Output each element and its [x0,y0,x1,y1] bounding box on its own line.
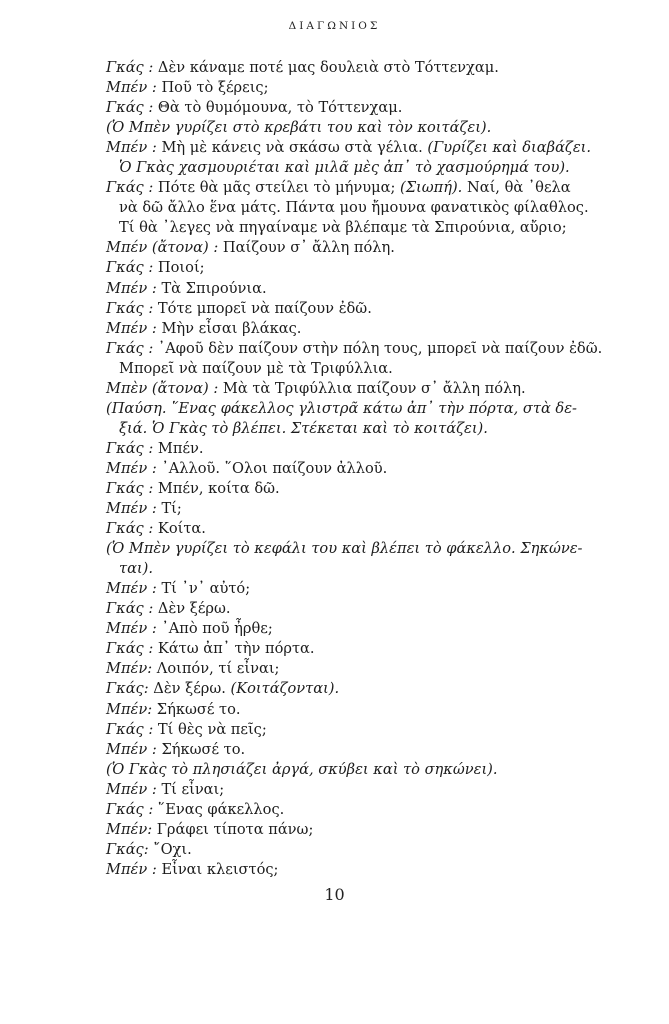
spoken-text: Ποῦ τὸ ξέρεις; [161,79,269,97]
spoken-text: Μπορεῖ νὰ παίζουν μὲ τὰ Τριφύλλια. [119,359,393,377]
text-line [106,559,626,579]
italic-text: Γκάς : [106,600,158,618]
italic-text: Γκάς : [106,640,158,658]
italic-text: Μπέν: [106,820,157,838]
running-head: ΔΙΑΓΩΝΙΟΣ [288,20,381,32]
text-line [106,218,626,238]
text-line [106,258,626,278]
spoken-text: Τότε μπορεῖ νὰ παίζουν ἐδῶ. [157,299,372,317]
italic-text: Γκάς : [106,800,158,818]
spoken-text: Μὴν εἶσαι βλάκας. [161,319,302,337]
text-line [106,198,626,218]
italic-text: Γκάς : [106,339,158,357]
spoken-text: Θὰ τὸ θυμόμουνα, τὸ Τόττενχαμ. [157,99,403,117]
italic-text: Μπέν : [106,319,162,337]
text-line [106,840,626,860]
italic-text: (Γυρίζει καὶ διαβάζει. [427,139,592,157]
text-line [106,519,626,539]
text-line [106,499,626,519]
spoken-text: Ποιοί; [157,259,205,277]
text-line [106,459,626,479]
text-line [106,800,626,820]
text-line [106,178,626,198]
spoken-text: Δὲν ξέρω. [153,680,231,698]
spoken-text: Δὲν κάναμε ποτέ μας δουλειὰ στὸ Τόττενχαμ. [157,59,499,76]
text-line [106,479,626,499]
text-line [106,98,626,118]
italic-text: Μπέν : [106,500,162,518]
text-line [106,158,626,178]
spoken-text: Σήκωσέ το. [161,740,246,758]
spoken-text: Γράφει τίποτα πάνω; [156,820,314,838]
text-line [106,579,626,599]
text-line [106,58,626,78]
spoken-text: Τί; [161,500,182,518]
page-number: 10 [324,885,345,904]
italic-text: ται). [119,560,153,578]
spoken-text: Μπέν, κοίτα δῶ. [157,479,280,497]
spoken-text: Τὰ Σπιρούνια. [161,279,267,297]
text-line [106,639,626,659]
text-line [106,118,626,138]
spoken-text: Σήκωσέ το. [156,700,241,718]
spoken-text: Κάτω ἀπ᾿ τὴν πόρτα. [157,640,315,658]
italic-text: Μπέν : [106,279,162,297]
italic-text: (Ὁ Μπὲν γυρίζει στὸ κρεβάτι του καὶ τὸν κοιτάζει). [106,119,492,137]
text-line [106,359,626,379]
spoken-text: Τί θὰ ᾿λεγες νὰ πηγαίναμε νὰ βλέπαμε τὰ Σπιρούνια, αὔριο; [119,219,567,237]
text-line [106,339,626,359]
text-line [106,720,626,740]
text-line [106,238,626,258]
text-line [106,679,626,699]
spoken-text: Παίζουν σ᾿ ἄλλη πόλη. [222,239,395,257]
italic-text: (Σιωπή). [400,179,467,197]
italic-text: Μπέν : [106,740,162,758]
italic-text: (Παύση. ῞Ενας φάκελλος γλιστρᾶ κάτω ἀπ᾿ τὴν πόρτα, στὰ δε- [106,399,577,417]
italic-text: Γκάς : [106,479,158,497]
spoken-text: νὰ δῶ ἄλλο ἕνα μάτς. Πάντα μου ἤμουνα φανατικὸς φίλαθλος. [119,199,589,217]
text-line [106,659,626,679]
italic-text: Γκάς: [106,840,154,858]
text-line [106,319,626,339]
spoken-text: Λοιπόν, τί εἶναι; [156,660,280,678]
text-line [106,419,626,439]
italic-text: Μπέν : [106,780,162,798]
spoken-text: Πότε θὰ μᾶς στείλει τὸ μήνυμα; [157,179,400,197]
text-line [106,138,626,158]
italic-text: Γκάς : [106,520,158,538]
italic-text: Γκάς : [106,439,158,457]
spoken-text: Τί θὲς νὰ πεῖς; [157,720,267,738]
italic-text: Ὁ Γκὰς χασμουριέται καὶ μιλᾶ μὲς ἀπ᾿ τὸ χασμούρημά του). [119,159,570,177]
italic-text: Γκάς : [106,299,158,317]
text-line [106,619,626,639]
italic-text: Μπέν : [106,860,162,878]
italic-text: Μπέν: [106,660,157,678]
italic-text: Γκάς : [106,99,158,117]
spoken-text: Τί ᾿ν᾿ αὐτό; [161,580,251,598]
italic-text: Γκάς : [106,179,158,197]
text-line [106,299,626,319]
play-text [106,58,626,880]
text-line [106,539,626,559]
spoken-text: Δὲν ξέρω. [157,600,231,618]
italic-text: ξιά. Ὁ Γκὰς τὸ βλέπει. Στέκεται καὶ τὸ κοιτάζει). [119,419,488,437]
italic-text: Μπὲν (ἄτονα) : [106,379,223,397]
italic-text: (Ὁ Μπὲν γυρίζει τὸ κεφάλι του καὶ βλέπει τὸ φάκελλο. Σηκώνε- [106,540,583,558]
spoken-text: Κοίτα. [157,520,206,538]
text-line [106,740,626,760]
spoken-text: Τί εἶναι; [161,780,225,798]
italic-text: Γκάς : [106,720,158,738]
italic-text: (Κοιτάζονται). [230,680,340,698]
text-line [106,760,626,780]
italic-text: Μπέν (ἄτονα) : [106,239,223,257]
text-line [106,820,626,840]
italic-text: Μπέν : [106,459,162,477]
spoken-text: Ναί, θὰ ᾿θελα [466,179,571,197]
italic-text: Μπέν : [106,580,162,598]
spoken-text: ῞Ενας φάκελλος. [157,800,285,818]
italic-text: Γκάς: [106,680,154,698]
text-line [106,700,626,720]
text-line [106,599,626,619]
italic-text: Μπέν : [106,620,162,638]
text-line [106,860,626,880]
spoken-text: ᾿Αλλοῦ. ῞Ολοι παίζουν ἀλλοῦ. [161,459,388,477]
spoken-text: ᾿Αφοῦ δὲν παίζουν στὴν πόλη τους, μπορεῖ νὰ παίζουν ἐδῶ. [157,339,603,357]
spoken-text: ᾿Απὸ ποῦ ἦρθε; [161,620,273,638]
spoken-text: Μπέν. [157,439,204,457]
italic-text: Γκάς : [106,259,158,277]
text-line [106,279,626,299]
italic-text: Μπέν: [106,700,157,718]
spoken-text: Εἶναι κλειστός; [161,860,279,878]
text-line [106,379,626,399]
italic-text: Γκάς : [106,59,158,76]
text-line [106,439,626,459]
text-line [106,78,626,98]
spoken-text: ῎Οχι. [153,840,192,858]
italic-text: (Ὁ Γκὰς τὸ πλησιάζει ἀργά, σκύβει καὶ τὸ σηκώνει). [106,760,498,778]
spoken-text: Μὴ μὲ κάνεις νὰ σκάσω στὰ γέλια. [161,139,428,157]
text-line [106,780,626,800]
italic-text: Μπέν : [106,79,162,97]
italic-text: Μπέν : [106,139,162,157]
spoken-text: Μὰ τὰ Τριφύλλια παίζουν σ᾿ ἄλλη πόλη. [222,379,526,397]
text-line [106,399,626,419]
